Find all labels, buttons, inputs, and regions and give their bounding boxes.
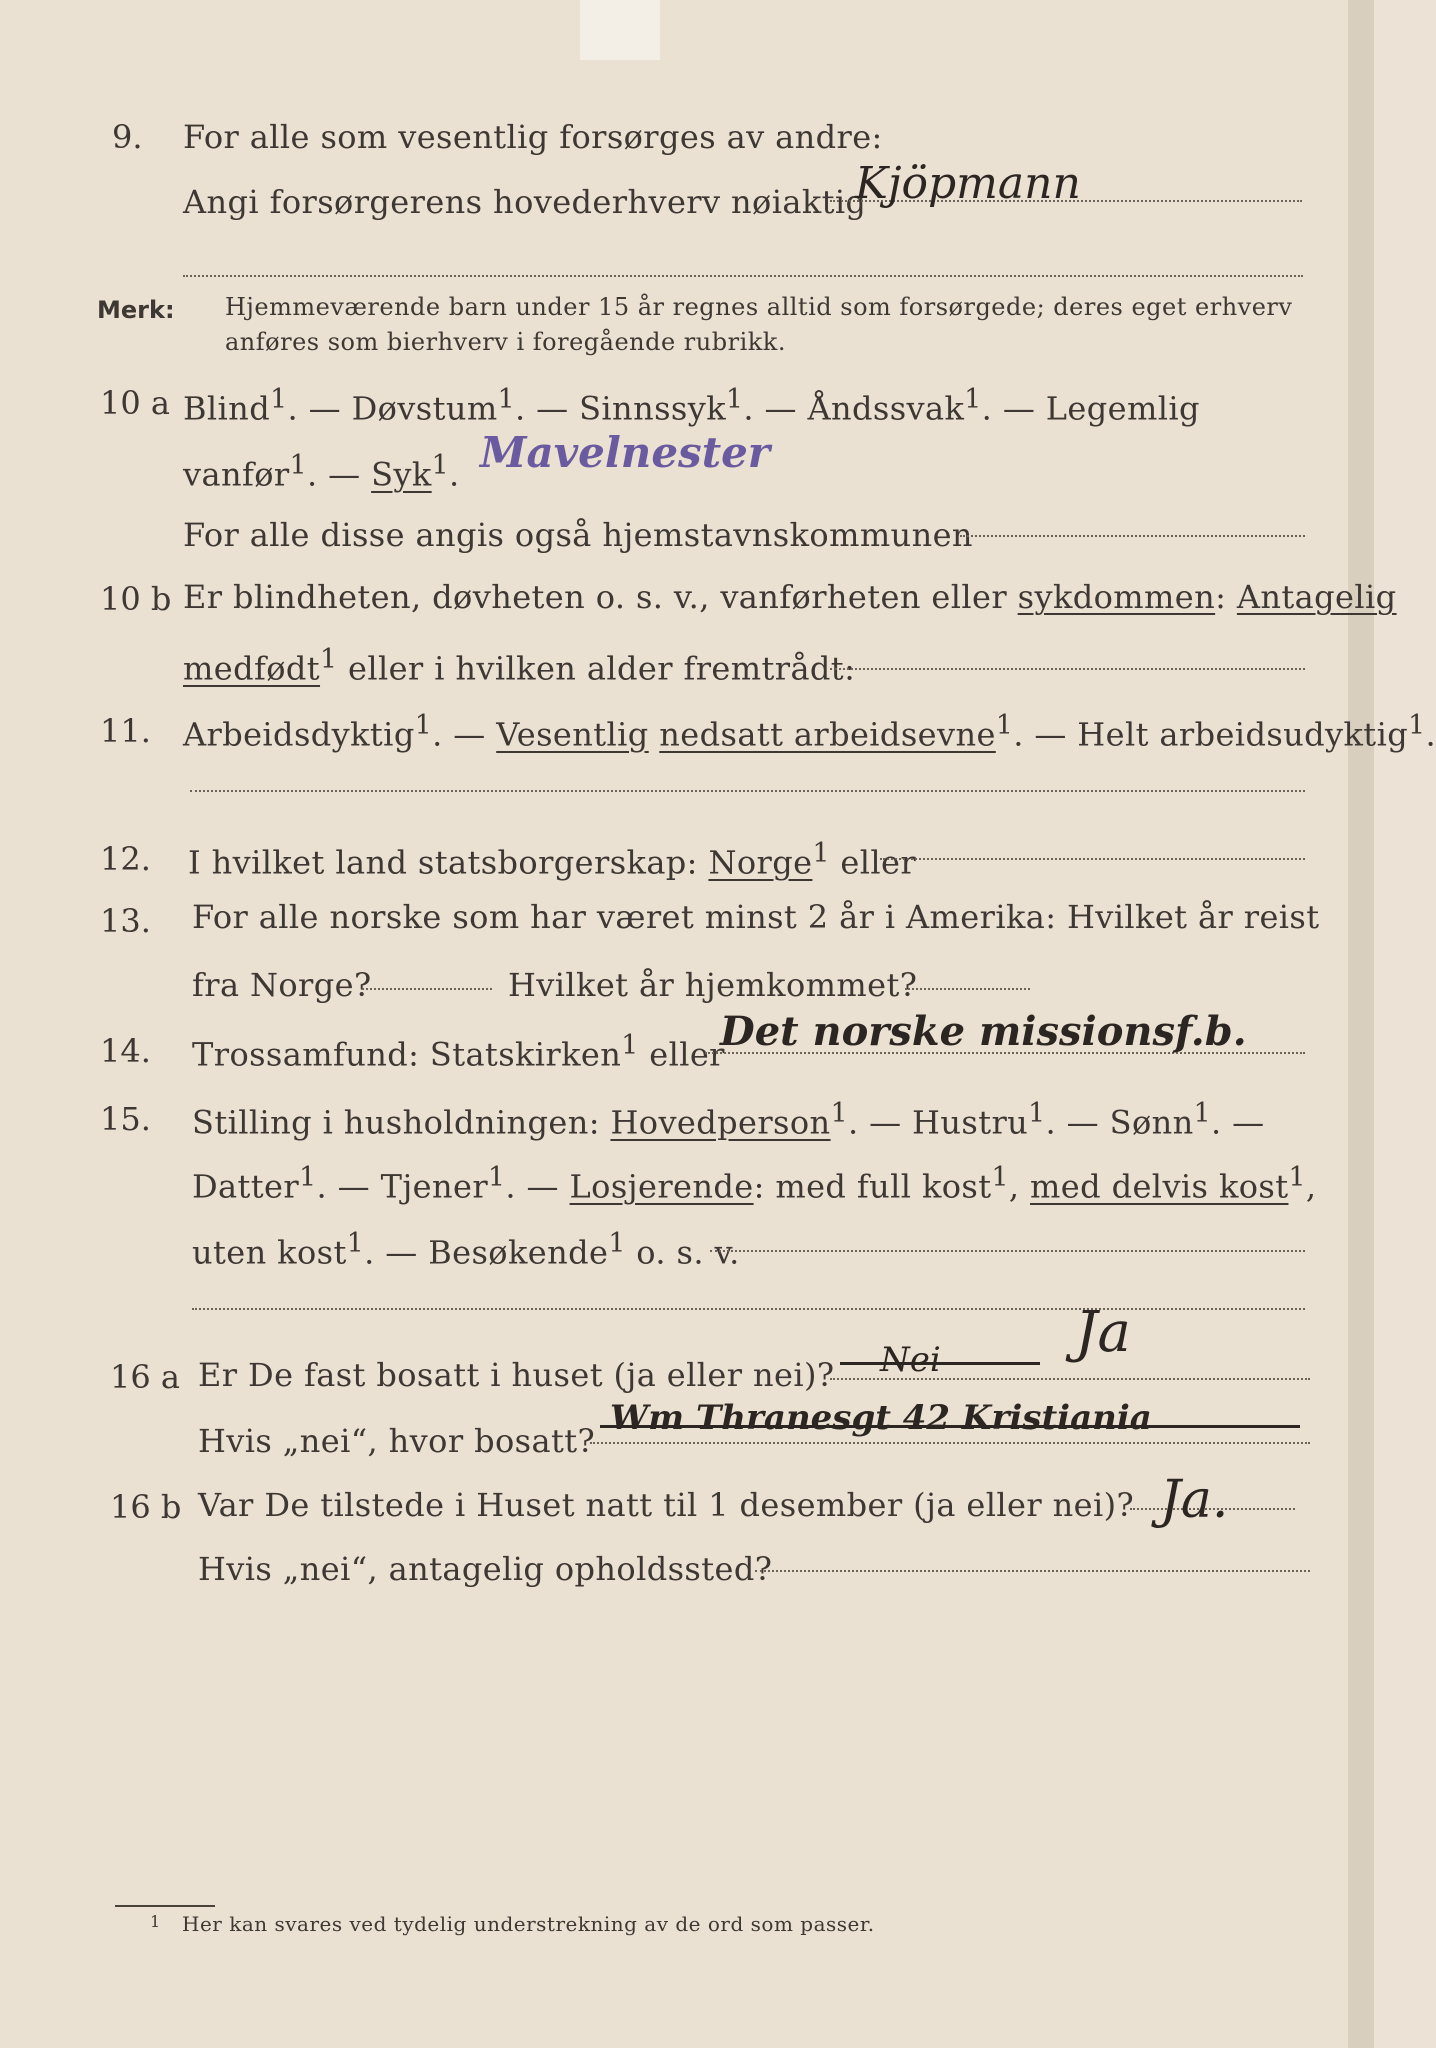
q10a-line1: Blind$^1$. — Døvstum$^1$. — Sinnssyk$^1$. — Åndssvak$^1$. — Legemlig: [183, 384, 1200, 428]
footnote-rule: [115, 1905, 215, 1907]
q9-extra-line: [183, 275, 1303, 277]
q15-line1: Stilling i husholdningen: Hovedperson$^1$. — Hustru$^1$. — Sønn$^1$. —: [192, 1098, 1265, 1142]
q9-number: 9.: [112, 118, 143, 156]
opt-hovedperson: Hovedperson: [610, 1103, 831, 1142]
opt-andssvak: . — Åndssvak: [743, 389, 965, 428]
q9-line2: Angi forsørgerens hovederhverv nøiaktig: [183, 183, 867, 221]
opt-blind: Blind: [183, 389, 271, 428]
q13-line2: fra Norge?: [192, 966, 372, 1004]
q16a-strike-line: [840, 1362, 1040, 1365]
merk-line2: anføres som bierhverv i foregående rubrikk.: [225, 328, 786, 356]
q13-number: 13.: [100, 902, 151, 940]
q15-line2: Datter$^1$. — Tjener$^1$. — Losjerende: med full kost$^1$, med delvis kost$^1$,: [192, 1162, 1317, 1206]
opt-medfodt-underlined: medfødt: [183, 649, 321, 688]
q14-number: 14.: [100, 1032, 151, 1070]
merk-line1: Hjemmeværende barn under 15 år regnes alltid som forsørgede; deres eget erhverv: [225, 293, 1293, 321]
q12-line: I hvilket land statsborgerskap: Norge$^1$ eller: [188, 838, 917, 882]
footnote-mark: 1: [150, 1912, 161, 1931]
opt-losjerende-underlined: Losjerende: [569, 1167, 754, 1206]
q10b-answer-line: [830, 668, 1305, 670]
q10a-number: 10 a: [100, 384, 170, 422]
opt-delvis-kost-underlined: med delvis kost: [1030, 1167, 1289, 1206]
q16a-address-line: [590, 1442, 1310, 1444]
opt-sykdommen-underlined: sykdommen: [1017, 578, 1216, 616]
q16b-number: 16 b: [110, 1488, 182, 1526]
opt-antagelig-underlined: Antagelig: [1236, 578, 1397, 616]
q10b-line1: Er blindheten, døvheten o. s. v., vanførheten eller sykdommen: Antagelig: [183, 578, 1397, 616]
opt-vesentlig-underlined: Vesentlig: [496, 715, 649, 754]
q12-number: 12.: [100, 840, 151, 878]
q10a-line2: vanfør$^1$. — Syk$^1$.: [183, 450, 460, 494]
q14-line: Trossamfund: Statskirken$^1$ eller: [192, 1030, 725, 1074]
q16a-line2: Hvis „nei“, hvor bosatt?: [198, 1422, 596, 1460]
q15-number: 15.: [100, 1100, 151, 1138]
torn-paper-notch: [580, 0, 660, 60]
opt-dovstum: . — Døvstum: [287, 389, 498, 428]
q11-number: 11.: [100, 712, 151, 750]
q10a-line3: For alle disse angis også hjemstavnskommunen: [183, 516, 973, 554]
opt-legemlig: . — Legemlig: [981, 389, 1200, 428]
q9-line1: For alle som vesentlig forsørges av andre:: [183, 118, 883, 156]
q10a-home-line: [960, 535, 1305, 537]
q13-year-left-line: [362, 988, 492, 990]
q15-line3: uten kost$^1$. — Besøkende$^1$ o. s. v.: [192, 1228, 740, 1272]
q16a-struck-address: Wm Thranesgt 42 Kristiania: [610, 1398, 1152, 1438]
q11-line: Arbeidsdyktig$^1$. — Vesentlig nedsatt arbeidsevne$^1$. — Helt arbeidsudyktig$^1$.: [183, 710, 1436, 754]
opt-syk-underlined: Syk: [371, 455, 432, 494]
q16b-line2: Hvis „nei“, antagelig opholdssted?: [198, 1550, 773, 1588]
footnote-text: Her kan svares ved tydelig understrekning av de ord som passer.: [182, 1912, 875, 1936]
q16a-answer-handwriting: Ja: [1075, 1300, 1131, 1365]
q9-answer-handwriting: Kjöpmann: [855, 158, 1081, 209]
q11-extra-line: [190, 790, 1305, 792]
q12-answer-line: [880, 858, 1305, 860]
q16a-struck-answer: Nei: [880, 1340, 941, 1380]
opt-nedsatt-underlined: nedsatt arbeidsevne: [659, 715, 996, 754]
q13-line1: For alle norske som har været minst 2 år i Amerika: Hvilket år reist: [192, 898, 1320, 936]
q16b-answer-handwriting: Ja.: [1160, 1470, 1229, 1530]
opt-vanfor: vanfør: [183, 455, 290, 494]
q16b-line1: Var De tilstede i Huset natt til 1 desember (ja eller nei)?: [198, 1486, 1135, 1524]
opt-sinnssyk: . — Sinnssyk: [514, 389, 726, 428]
q10b-line2: medfødt$^1$ eller i hvilken alder fremtrådt:: [183, 644, 856, 688]
q16b-place-line: [755, 1570, 1310, 1572]
q15-extra-line: [192, 1308, 1305, 1310]
q16a-address-strike-line: [600, 1425, 1300, 1428]
q15-answer-line: [710, 1250, 1305, 1252]
q10b-number: 10 b: [100, 580, 172, 618]
page-edge-shadow: [1348, 0, 1374, 2048]
q16a-line1: Er De fast bosatt i huset (ja eller nei)?: [198, 1356, 835, 1394]
opt-norge-underlined: Norge: [708, 843, 813, 882]
q10a-answer-handwriting: Mavelnester: [480, 428, 770, 477]
q13-year-return-line: [905, 988, 1030, 990]
merk-label: Merk:: [97, 296, 175, 324]
q16a-number: 16 a: [110, 1358, 180, 1396]
q13-line2-b: Hvilket år hjemkommet?: [508, 966, 918, 1004]
q14-answer-handwriting: Det norske missionsf.b.: [720, 1008, 1247, 1055]
